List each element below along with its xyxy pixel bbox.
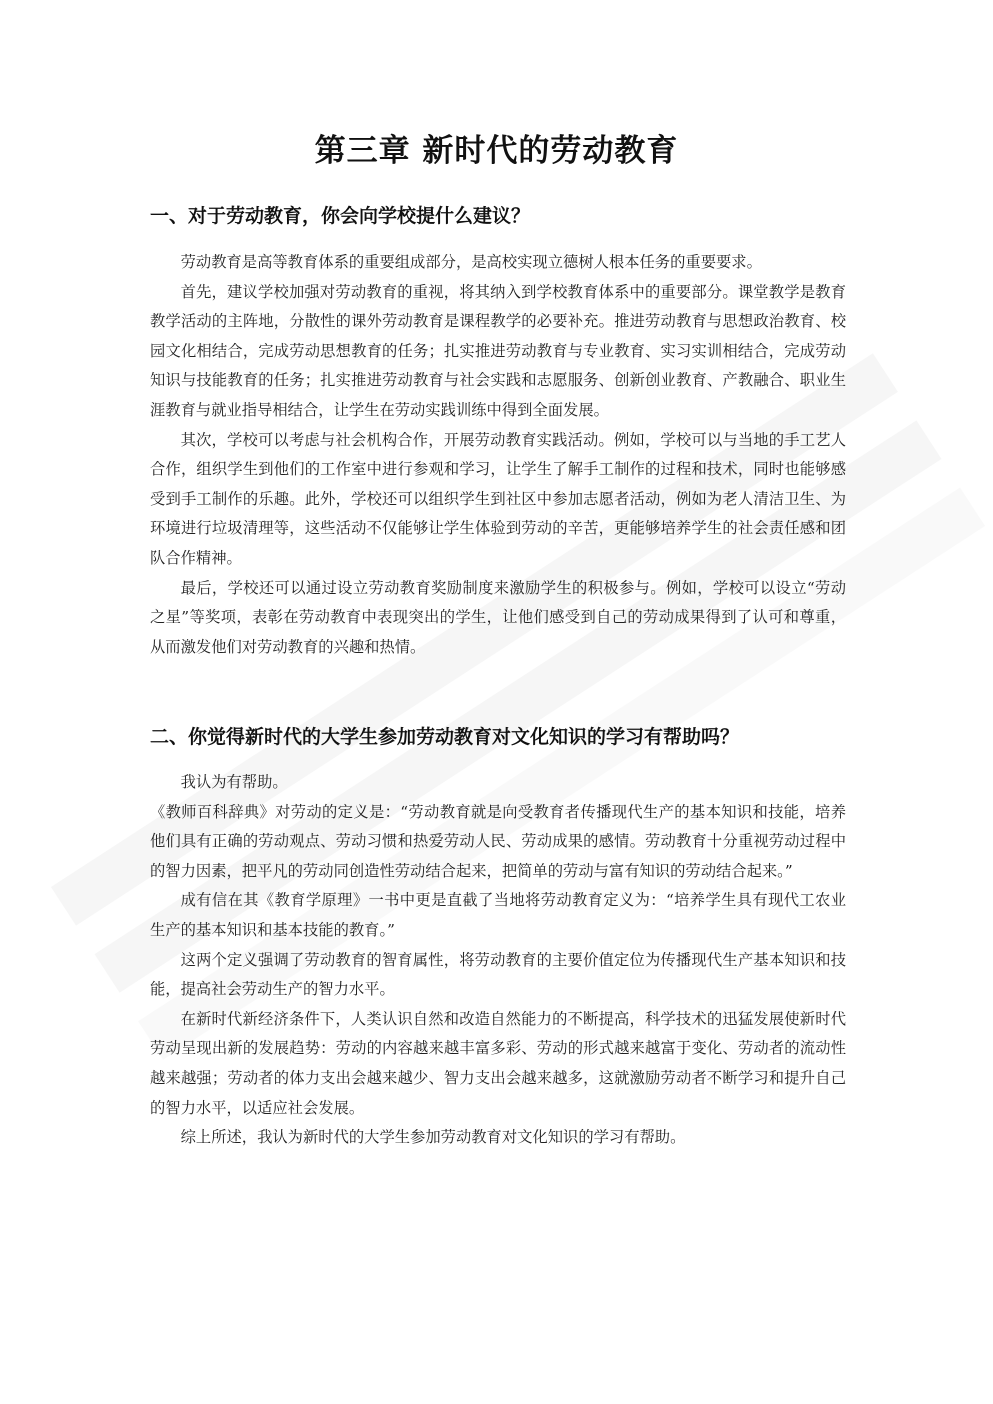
section-1-body — [150, 248, 846, 662]
paragraph: 《教师百科辞典》对劳动的定义是：“劳动教育就是向受教育者传播现代生产的基本知识和技能，培养他们具有正确的劳动观点、劳动习惯和热爱劳动人民、劳动成果的感情。劳动教育十分重视劳动过程中的智力因素，把平凡的劳动同创造性劳动结合起来，把简单的劳动与富有知识的劳动结合起来。” — [150, 802, 846, 880]
chapter-title: 第三章 新时代的劳动教育 — [314, 133, 679, 169]
paragraph: 最后，学校还可以通过设立劳动教育奖励制度来激励学生的积极参与。例如，学校可以设立“劳动之星”等奖项，表彰在劳动教育中表现突出的学生，让他们感受到自己的劳动成果得到了认可和尊重，从而激发他们对劳动教育的兴趣和热情。 — [150, 578, 846, 656]
section-2-body — [150, 768, 846, 1153]
paragraph: 我认为有帮助。 — [180, 773, 288, 791]
paragraph: 在新时代新经济条件下，人类认识自然和改造自然能力的不断提高，科学技术的迅猛发展使新时代劳动呈现出新的发展趋势：劳动的内容越来越丰富多彩、劳动的形式越来越富于变化、劳动者的流动性越来越强；劳动者的体力支出会越来越少、智力支出会越来越多，这就激励劳动者不断学习和提升自己的智力水平，以适应社会发展。 — [150, 1009, 846, 1117]
section-heading-1: 一、对于劳动教育，你会向学校提什么建议？ — [150, 205, 531, 227]
paragraph: 这两个定义强调了劳动教育的智育属性，将劳动教育的主要价值定位为传播现代生产基本知识和技能，提高社会劳动生产的智力水平。 — [150, 950, 846, 999]
section-heading-2: 二、你觉得新时代的大学生参加劳动教育对文化知识的学习有帮助吗？ — [150, 726, 740, 748]
paragraph: 成有信在其《教育学原理》一书中更是直截了当地将劳动教育定义为：“培养学生具有现代工农业生产的基本知识和基本技能的教育。” — [150, 891, 846, 939]
paragraph: 其次，学校可以考虑与社会机构合作，开展劳动教育实践活动。例如，学校可以与当地的手工艺人合作，组织学生到他们的工作室中进行参观和学习，让学生了解手工制作的过程和技术，同时也能够感受到手工制作的乐趣。此外，学校还可以组织学生到社区中参加志愿者活动，例如为老人清洁卫生、为环境进行垃圾清理等，这些活动不仅能够让学生体验到劳动的辛苦，更能够培养学生的社会责任感和团队合作精神。 — [150, 430, 846, 567]
paragraph: 首先，建议学校加强对劳动教育的重视，将其纳入到学校教育体系中的重要部分。课堂教学是教育教学活动的主阵地，分散性的课外劳动教育是课程教学的必要补充。推进劳动教育与思想政治教育、校园文化相结合，完成劳动思想教育的任务；扎实推进劳动教育与专业教育、实习实训相结合，完成劳动知识与技能教育的任务；扎实推进劳动教育与社会实践和志愿服务、创新创业教育、产教融合、职业生涯教育与就业指导相结合，让学生在劳动实践训练中得到全面发展。 — [150, 282, 846, 419]
paragraph: 劳动教育是高等教育体系的重要组成部分，是高校实现立德树人根本任务的重要要求。 — [180, 253, 762, 271]
paragraph: 综上所述，我认为新时代的大学生参加劳动教育对文化知识的学习有帮助。 — [180, 1128, 686, 1147]
